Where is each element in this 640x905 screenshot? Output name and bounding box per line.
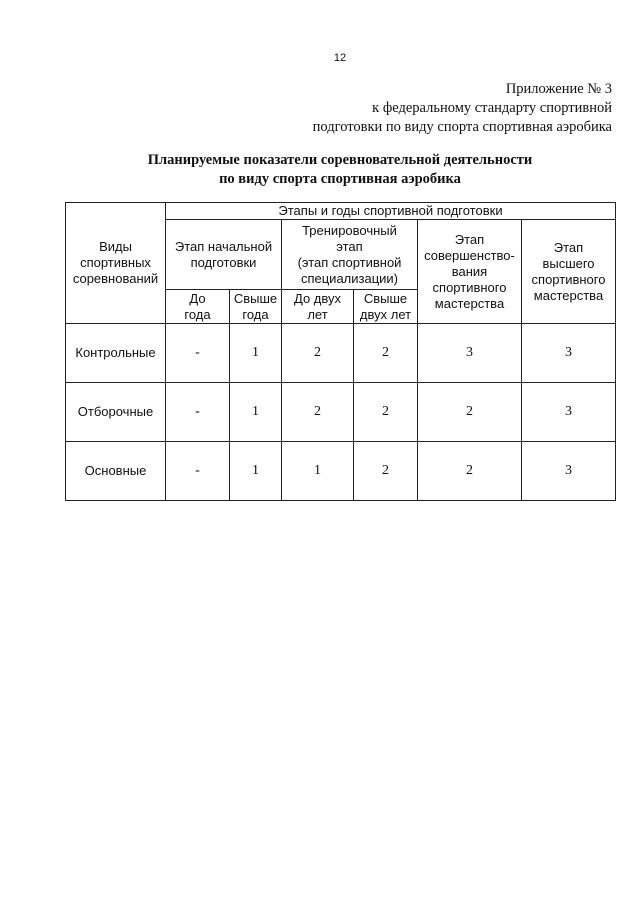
row-label: Отборочные: [66, 383, 166, 442]
table-cell: 3: [522, 442, 616, 501]
table-cell: 2: [418, 442, 522, 501]
table-cell: -: [166, 324, 230, 383]
header-stage-initial: Этап начальной подготовки: [166, 220, 282, 290]
table-row: [66, 442, 616, 501]
appendix-line: к федеральному стандарту спортивной: [372, 100, 612, 116]
table-row: [66, 324, 616, 383]
table-cell: 3: [418, 324, 522, 383]
competition-indicators-table: [65, 202, 616, 501]
table-cell: 2: [354, 442, 418, 501]
table-cell: 1: [282, 442, 354, 501]
title-line: Планируемые показатели соревновательной деятельности: [147, 152, 533, 168]
header-stage-improvement: Этап совершенство- вания спортивного мастерства: [418, 220, 522, 324]
table-cell: 2: [418, 383, 522, 442]
page-number: 12: [333, 52, 347, 64]
table-cell: 1: [230, 383, 282, 442]
table-cell: 1: [230, 442, 282, 501]
header-competition-types: Виды спортивных соревнований: [66, 203, 166, 324]
table-cell: 3: [522, 383, 616, 442]
table-cell: -: [166, 383, 230, 442]
table-cell: 2: [354, 383, 418, 442]
appendix-line: подготовки по виду спорта спортивная аэробика: [312, 119, 612, 135]
table-cell: 2: [282, 324, 354, 383]
table-cell: -: [166, 442, 230, 501]
header-stage-training: Тренировочный этап (этап спортивной специализации): [282, 220, 418, 290]
table-cell: 2: [354, 324, 418, 383]
title-line: по виду спорта спортивная аэробика: [219, 171, 461, 187]
table-cell: 1: [230, 324, 282, 383]
subheader-training-up-to-two: До двух лет: [282, 290, 354, 324]
table-cell: 3: [522, 324, 616, 383]
row-label: Основные: [66, 442, 166, 501]
appendix-line: Приложение № 3: [505, 81, 612, 97]
header-stages: Этапы и годы спортивной подготовки: [166, 203, 616, 220]
document-title: [0, 151, 640, 189]
subheader-initial-up-to-year: До года: [166, 290, 230, 324]
header-stage-highest: Этап высшего спортивного мастерства: [522, 220, 616, 324]
table-row: [66, 383, 616, 442]
subheader-initial-over-year: Свыше года: [230, 290, 282, 324]
appendix-header: [313, 80, 612, 137]
subheader-training-over-two: Свыше двух лет: [354, 290, 418, 324]
row-label: Контрольные: [66, 324, 166, 383]
table-cell: 2: [282, 383, 354, 442]
